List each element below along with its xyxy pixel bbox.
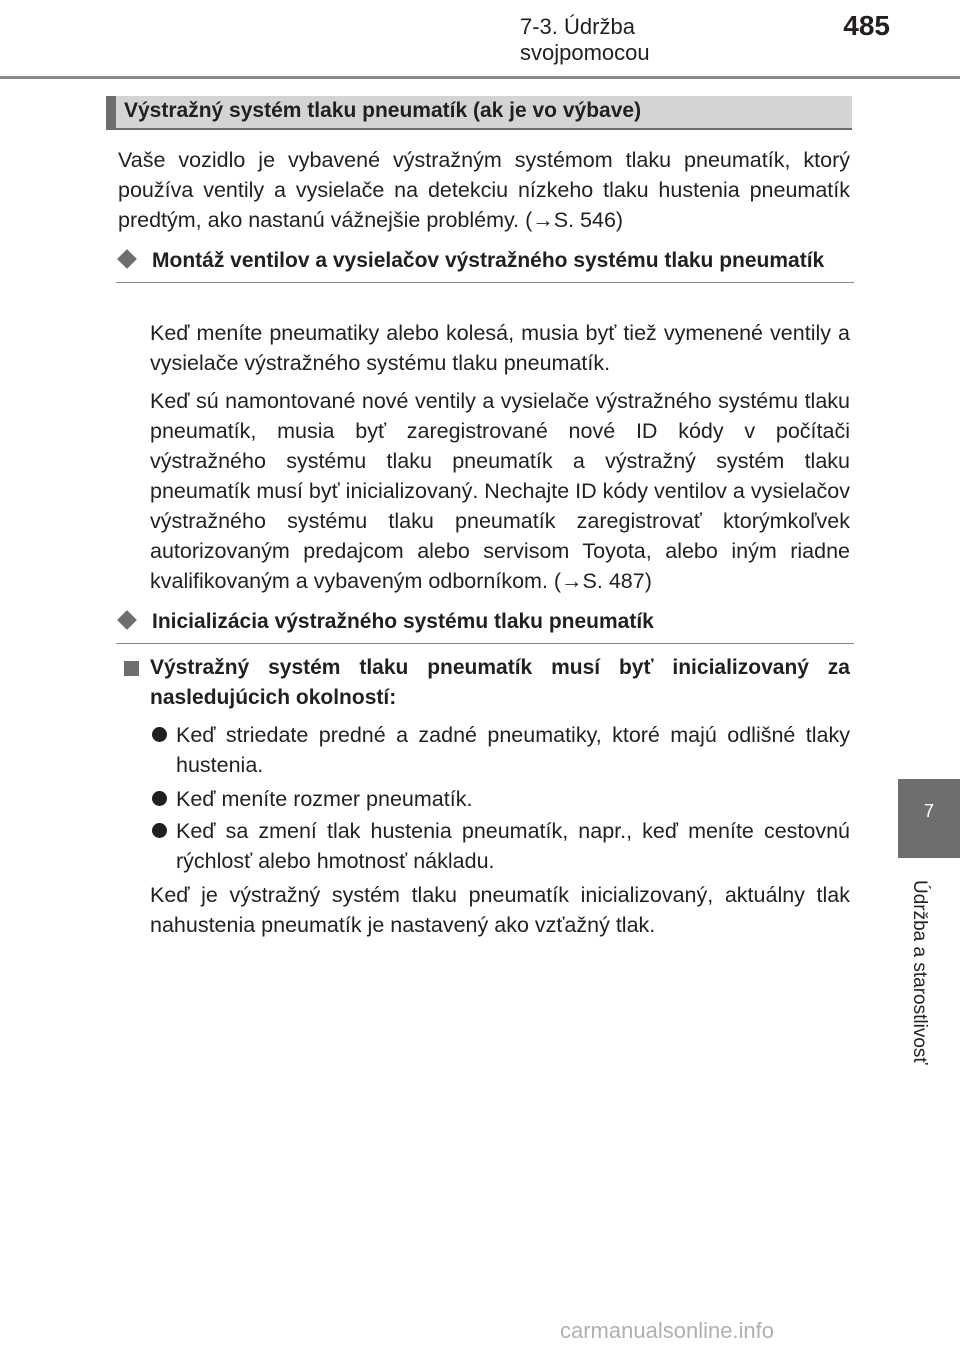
section-heading-text: Výstražný systém tlaku pneumatík (ak je vo výbave)	[124, 99, 642, 122]
chapter-tab-number: 7	[923, 801, 934, 821]
bullet-dot-icon	[152, 791, 167, 806]
header-section-title: 7-3. Údržba svojpomocou	[520, 14, 650, 65]
subsection-heading-mounting-text: Montáž ventilov a vysielačov výstražného systému tlaku pneumatík	[152, 249, 825, 272]
section-heading	[106, 96, 852, 130]
subsection-heading-init	[116, 607, 854, 644]
page-number: 485	[843, 10, 890, 41]
diamond-bullet-icon	[117, 610, 137, 630]
bullet-dot-icon	[152, 823, 167, 838]
diamond-bullet-icon	[117, 249, 137, 269]
init-conditions-heading: Výstražný systém tlaku pneumatík musí byť inicializovaný za nasledujúcich okolností:	[150, 656, 850, 709]
chapter-side-label	[900, 880, 940, 1100]
subsection-heading-mounting	[116, 246, 854, 283]
chapter-side-label-text: Údržba a starostlivosť	[909, 880, 930, 1065]
watermark: carmanualsonline.info	[560, 1318, 775, 1343]
list-item: Keď sa zmení tlak hustenia pneumatík, napr., keď meníte cestovnú rýchlosť alebo hmotnosť nákladu.	[176, 819, 850, 873]
intro-paragraph: Vaše vozidlo je vybavené výstražným systémom tlaku pneumatík, ktorý používa ventily a vysielače na detekciu nízkeho tlaku hustenia pneumatík predtým, ako nastanú vážnejšie problémy. (→S. 546)	[118, 148, 850, 232]
list-item: Keď striedate predné a zadné pneumatiky, ktoré majú odlišné tlaky hustenia.	[176, 723, 850, 777]
mounting-paragraph-1: Keď meníte pneumatiky alebo kolesá, musia byť tiež vymenené ventily a vysielače výstražného systému tlaku pneumatík.	[150, 321, 850, 375]
list-item: Keď meníte rozmer pneumatík.	[176, 787, 473, 811]
header-rule	[0, 76, 960, 79]
square-bullet-icon	[124, 661, 139, 676]
chapter-tab	[898, 779, 960, 858]
bullet-dot-icon	[152, 727, 167, 742]
subsection-heading-init-text: Inicializácia výstražného systému tlaku pneumatík	[152, 610, 654, 633]
init-closing-paragraph: Keď je výstražný systém tlaku pneumatík inicializovaný, aktuálny tlak nahustenia pneumatík je nastavený ako vzťažný tlak.	[150, 883, 850, 937]
mounting-paragraph-2: Keď sú namontované nové ventily a vysielače výstražného systému tlaku pneumatík, musia byť zaregistrované nové ID kódy v počítači výstražného systému tlaku pneumatík a výstražný systém tlaku pneumatík musí byť inicializovaný. Nechajte ID kódy ventilov a vysielačov výstražného systému tlaku pneumatík zaregistrovať ktorýmkoľvek autorizovaným predajcom alebo servisom Toyota, alebo iným riadne kvalifikovaným a vybaveným odborníkom. (→S. 487)	[150, 389, 850, 593]
